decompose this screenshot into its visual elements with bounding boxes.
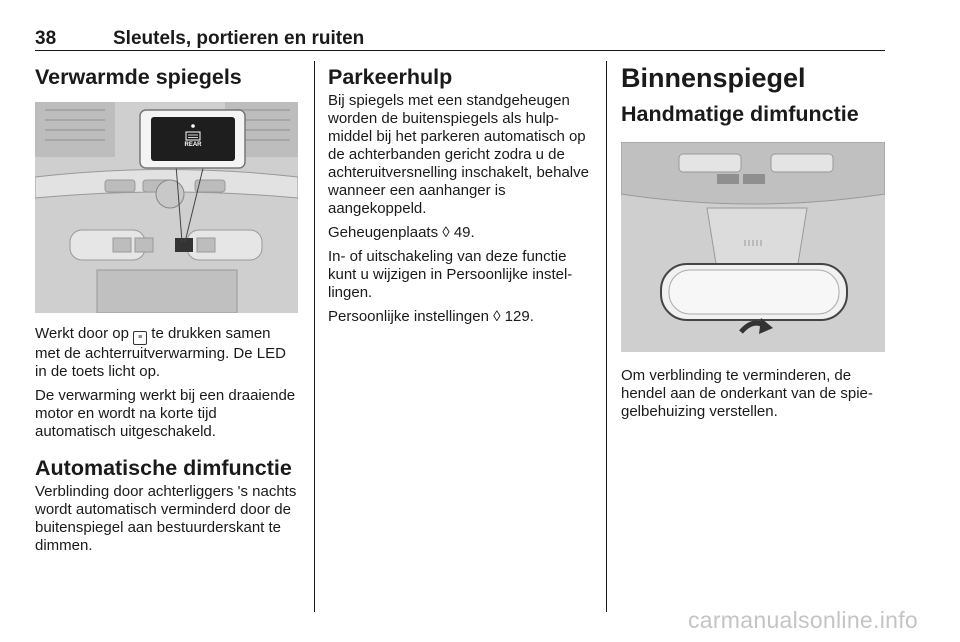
- heated-mirrors-heading: Verwarmde spiegels: [35, 65, 242, 89]
- page-number: 38: [35, 28, 57, 49]
- dashboard-drawing: [35, 102, 298, 313]
- dashboard-illustration: [35, 102, 298, 313]
- parking-assist-heading: Parkeerhulp: [328, 65, 453, 89]
- rear-button-label: REAR: [184, 142, 202, 148]
- interior-mirror-illustration: [621, 142, 885, 352]
- column-2: [328, 58, 590, 326]
- manual-dimming-heading: Handmatige dimfunctie: [621, 102, 859, 126]
- header-rule: [35, 50, 885, 51]
- rear-window-heating-icon: ≡: [133, 331, 147, 345]
- memory-position-reference: Geheugenplaats ◊ 49.: [328, 224, 475, 241]
- column-3: [621, 58, 885, 421]
- column-1: [35, 58, 298, 555]
- personal-settings-reference: Persoonlijke instellingen ◊ 129.: [328, 308, 534, 325]
- interior-mirror-drawing: [621, 142, 885, 352]
- parking-assist-paragraph-1: Bij spiegels met een standgeheugen worden de buitenspiegels als hulpmiddel bij het parkeren automatisch op de achterbanden gericht zodra u de achteruitversnelling inschakelt, behalve wanneer een aanhanger is aangekoppeld.: [328, 92, 589, 217]
- auto-dimming-paragraph: Verblinding door achterliggers 's nachts wordt automatisch verminderd door de buitenspiegel aan bestuurderskant te dimmen.: [35, 483, 297, 554]
- auto-dimming-heading: Automatische dimfunctie: [35, 456, 292, 480]
- manual-dimming-paragraph: Om verblinding te verminderen, de hendel aan de onderkant van de spiegelbehuizing verstellen.: [621, 367, 873, 420]
- watermark: carmanualsonline.info: [687, 607, 918, 633]
- heated-mirrors-paragraph-2: De verwarming werkt bij een draaiende motor en wordt na korte tijd automatisch uitgeschakeld.: [35, 387, 296, 440]
- column-divider-2: [606, 61, 607, 612]
- parking-assist-paragraph-3: In- of uitschakeling van deze functie kunt u wijzigen in Persoonlijke instellingen.: [328, 248, 573, 301]
- column-divider-1: [314, 61, 315, 612]
- interior-mirror-heading: Binnenspiegel: [621, 63, 806, 93]
- page-header: [35, 28, 885, 50]
- chapter-title: Sleutels, portieren en ruiten: [113, 28, 365, 49]
- heated-mirrors-paragraph-1: Werkt door op ≡ te drukken samen met de achterruitverwarming. De LED in de toets licht op.: [35, 325, 286, 380]
